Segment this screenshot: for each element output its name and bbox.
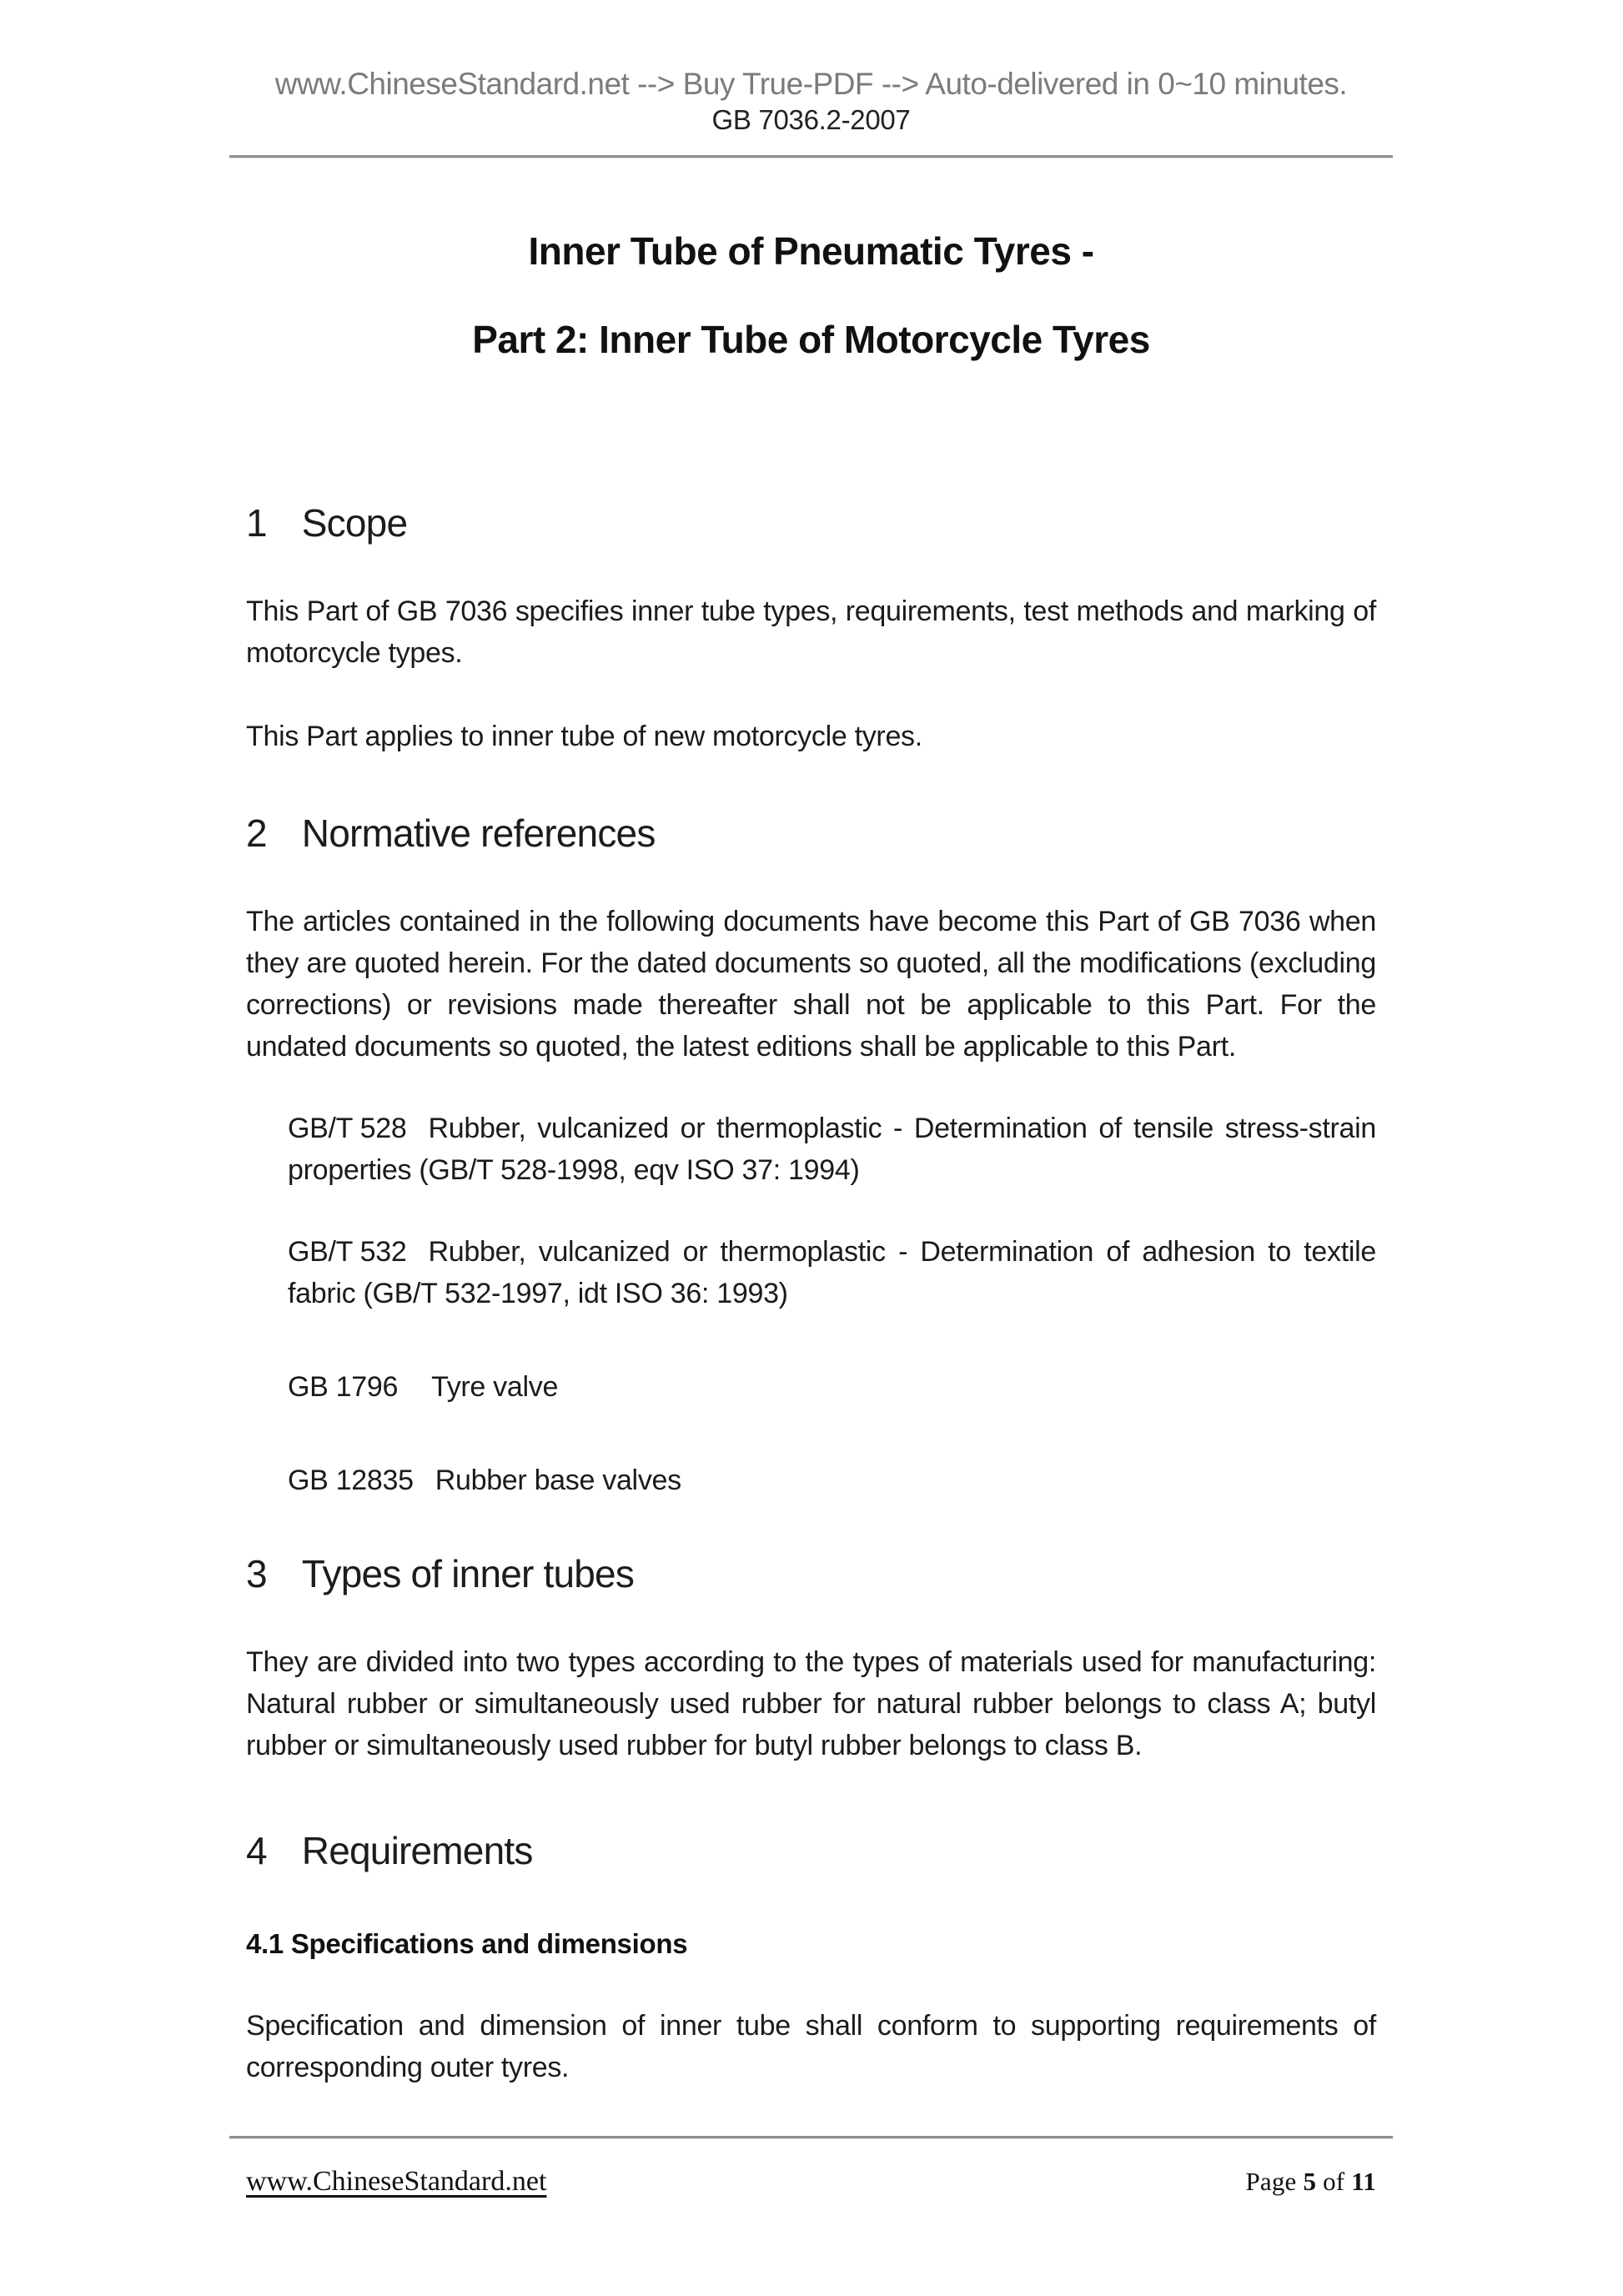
subsection-heading-specifications-and-dimensions: 4.1 Specifications and dimensions [246, 1928, 688, 1959]
footer-site-link[interactable]: www.ChineseStandard.net [246, 2166, 547, 2197]
section-heading-types-of-inner-tubes [246, 1550, 1376, 1598]
section-number: 2 [246, 811, 267, 855]
document-title [246, 207, 1376, 384]
paragraph: This Part applies to inner tube of new motorcycle tyres. [246, 721, 922, 752]
reference-item [246, 1459, 1376, 1501]
paragraph: The articles contained in the following documents have become this Part of GB 7036 when they are quoted herein. For the dated documents so quoted, all the modifications (excluding corrections) or revisions made thereafter shall not be applicable to this Part. For the undated documents so quoted, the latest editions shall be applicable to this Part. [246, 906, 1376, 1063]
reference-text: Rubber, vulcanized or thermoplastic - Determination of tensile stress-strain properties (GB/T 528-1998, eqv ISO 37: 1994) [288, 1113, 1376, 1186]
reference-text: Rubber base valves [435, 1465, 681, 1496]
reference-item [246, 1366, 1376, 1408]
reference-id: GB 1796 [288, 1371, 399, 1403]
total-page-number: 11 [1351, 2167, 1376, 2196]
section-title: Requirements [301, 1829, 533, 1872]
current-page-number: 5 [1303, 2167, 1317, 2196]
header-promo-text: www.ChineseStandard.net --> Buy True-PDF --> Auto-delivered in 0~10 minutes. [274, 67, 1348, 101]
reference-item [246, 1231, 1376, 1314]
section-number: 3 [246, 1552, 267, 1595]
section-number: 1 [246, 501, 267, 545]
paragraph: Specification and dimension of inner tube shall conform to supporting requirements of corresponding outer tyres. [246, 2010, 1376, 2083]
page-footer [246, 2136, 1376, 2198]
section-title: Normative references [301, 811, 656, 855]
reference-id: GB 12835 [288, 1465, 414, 1496]
page-number-indicator [1245, 2167, 1376, 2197]
header-divider [229, 155, 1393, 158]
standard-number: GB 7036.2-2007 [711, 104, 911, 135]
section-heading-requirements [246, 1826, 1376, 1875]
paragraph: This Part of GB 7036 specifies inner tube types, requirements, test methods and marking of motorcycle types. [246, 595, 1376, 669]
section-number: 4 [246, 1829, 267, 1872]
paragraph: They are divided into two types according to the types of materials used for manufacturing: Natural rubber or simultaneously used rubber for natural rubber belongs to class A; butyl rubber or simultaneously used rubber for butyl rubber belongs to class B. [246, 1646, 1376, 1761]
document-title-line1: Inner Tube of Pneumatic Tyres - [528, 229, 1094, 273]
reference-text: Rubber, vulcanized or thermoplastic - Determination of adhesion to textile fabric (GB/T 532-1997, idt ISO 36: 1993) [288, 1236, 1376, 1309]
of-word: of [1323, 2167, 1345, 2196]
footer-row [246, 2166, 1376, 2198]
footer-divider [229, 2136, 1393, 2139]
page-word: Page [1245, 2167, 1297, 2196]
reference-id: GB/T 532 [288, 1236, 407, 1268]
normative-reference-list [246, 1108, 1376, 1501]
section-title: Scope [301, 501, 408, 545]
section-title: Types of inner tubes [301, 1552, 635, 1595]
reference-item [246, 1108, 1376, 1191]
document-title-line2: Part 2: Inner Tube of Motorcycle Tyres [472, 318, 1150, 361]
reference-id: GB/T 528 [288, 1113, 407, 1144]
page-header [246, 0, 1376, 158]
section-heading-normative-references [246, 809, 1376, 857]
section-heading-scope [246, 499, 1376, 547]
reference-text: Tyre valve [431, 1371, 559, 1403]
